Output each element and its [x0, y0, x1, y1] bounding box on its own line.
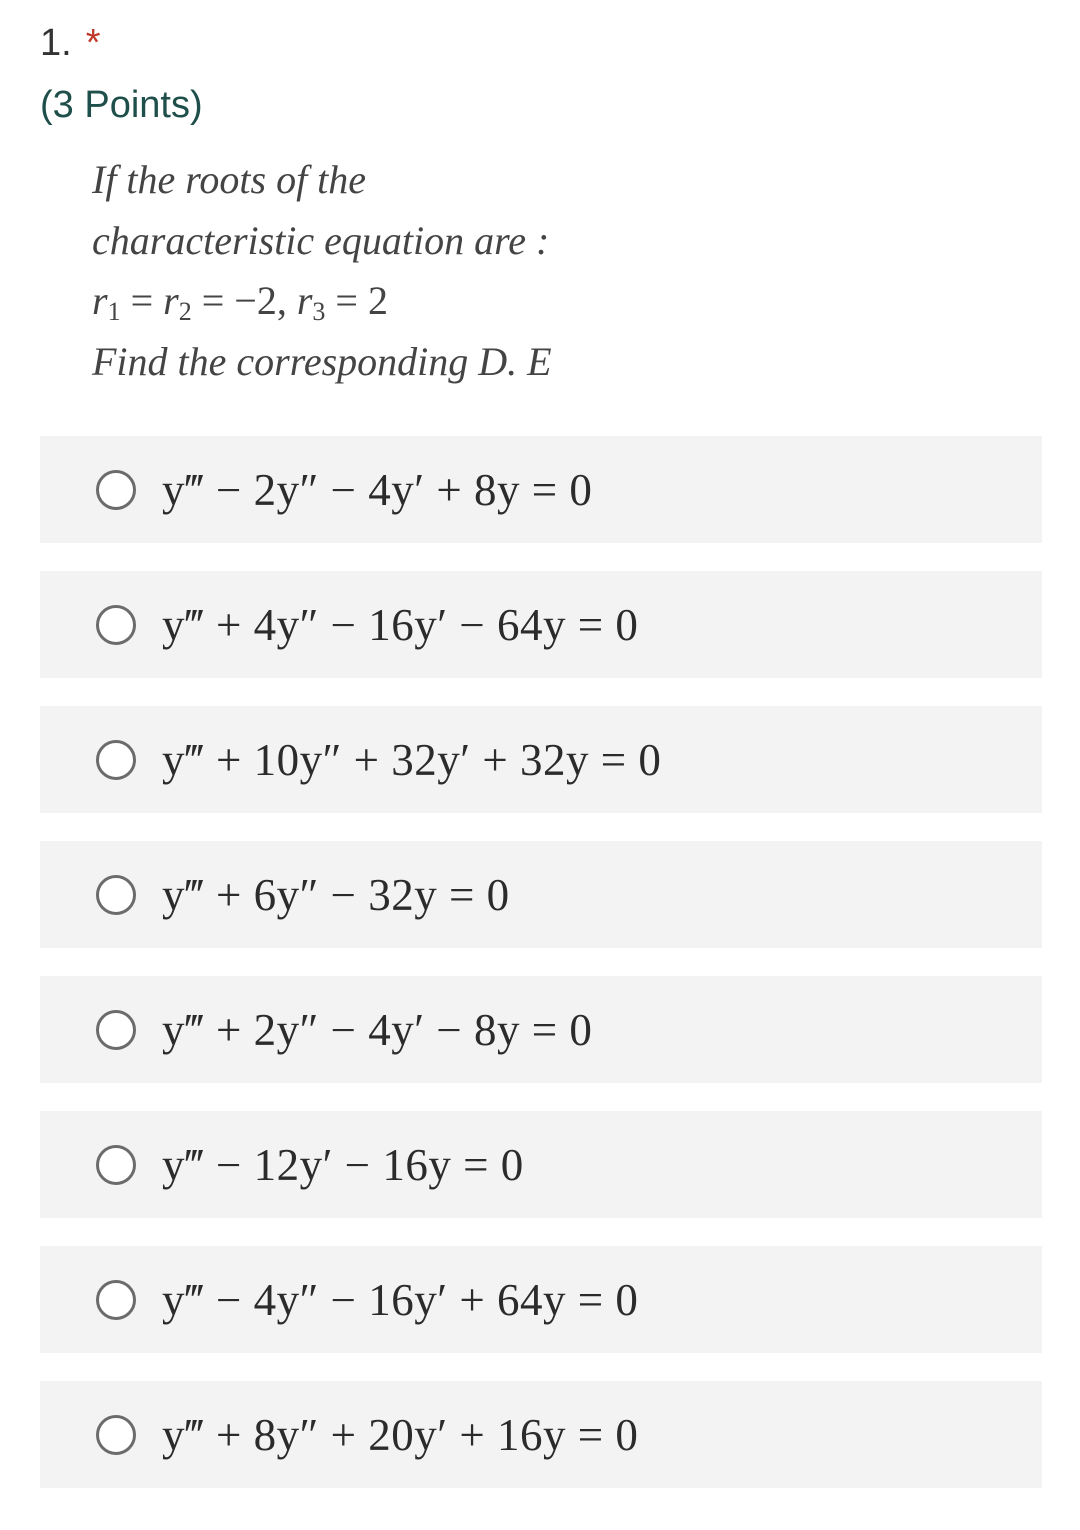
question-header — [40, 18, 203, 130]
root-r2-var: r — [163, 278, 179, 323]
roots-eq-1: = — [120, 278, 164, 323]
radio-unchecked-icon[interactable] — [96, 875, 136, 915]
answer-option[interactable] — [40, 1111, 1042, 1218]
question-number: 1. — [40, 22, 72, 64]
required-marker: * — [85, 22, 101, 64]
radio-unchecked-icon[interactable] — [96, 740, 136, 780]
answer-option-label: y‴ + 4y″ − 16y′ − 64y = 0 — [162, 599, 639, 650]
answer-option[interactable] — [40, 841, 1042, 948]
answer-option-label: y‴ − 2y″ − 4y′ + 8y = 0 — [162, 464, 593, 515]
question-line-3: Find the corresponding D. E — [92, 338, 552, 384]
radio-unchecked-icon[interactable] — [96, 470, 136, 510]
root-r3-sub: 3 — [312, 297, 326, 326]
answer-option[interactable] — [40, 436, 1042, 543]
root-r1-sub: 1 — [107, 297, 121, 326]
answer-option[interactable] — [40, 1246, 1042, 1353]
radio-unchecked-icon[interactable] — [96, 1010, 136, 1050]
question-line-1: If the roots of the — [92, 157, 367, 202]
question-line-2: characteristic equation are : — [92, 217, 550, 263]
question-text — [92, 150, 552, 392]
answer-option-label: y‴ + 6y″ − 32y = 0 — [162, 869, 510, 920]
question-number-line — [40, 18, 203, 68]
radio-unchecked-icon[interactable] — [96, 1145, 136, 1185]
roots-eq-2: = −2, — [191, 278, 297, 323]
root-r1-var: r — [92, 278, 108, 323]
answer-options — [40, 436, 1042, 1516]
root-r3-var: r — [296, 278, 313, 323]
roots-eq-3: = 2 — [325, 278, 388, 323]
root-r2-sub: 2 — [178, 297, 192, 326]
answer-option[interactable] — [40, 706, 1042, 813]
answer-option[interactable] — [40, 1381, 1042, 1488]
answer-option-label: y‴ − 4y″ − 16y′ + 64y = 0 — [162, 1274, 639, 1325]
answer-option-label: y‴ + 2y″ − 4y′ − 8y = 0 — [162, 1004, 593, 1055]
radio-unchecked-icon[interactable] — [96, 1415, 136, 1455]
question-points: (3 Points) — [40, 84, 203, 126]
answer-option[interactable] — [40, 976, 1042, 1083]
answer-option-label: y‴ + 10y″ + 32y′ + 32y = 0 — [162, 734, 662, 785]
answer-option[interactable] — [40, 571, 1042, 678]
roots-line — [92, 271, 552, 332]
answer-option-label: y‴ − 12y′ − 16y = 0 — [162, 1139, 524, 1190]
radio-unchecked-icon[interactable] — [96, 1280, 136, 1320]
radio-unchecked-icon[interactable] — [96, 605, 136, 645]
answer-option-label: y‴ + 8y″ + 20y′ + 16y = 0 — [162, 1409, 639, 1460]
